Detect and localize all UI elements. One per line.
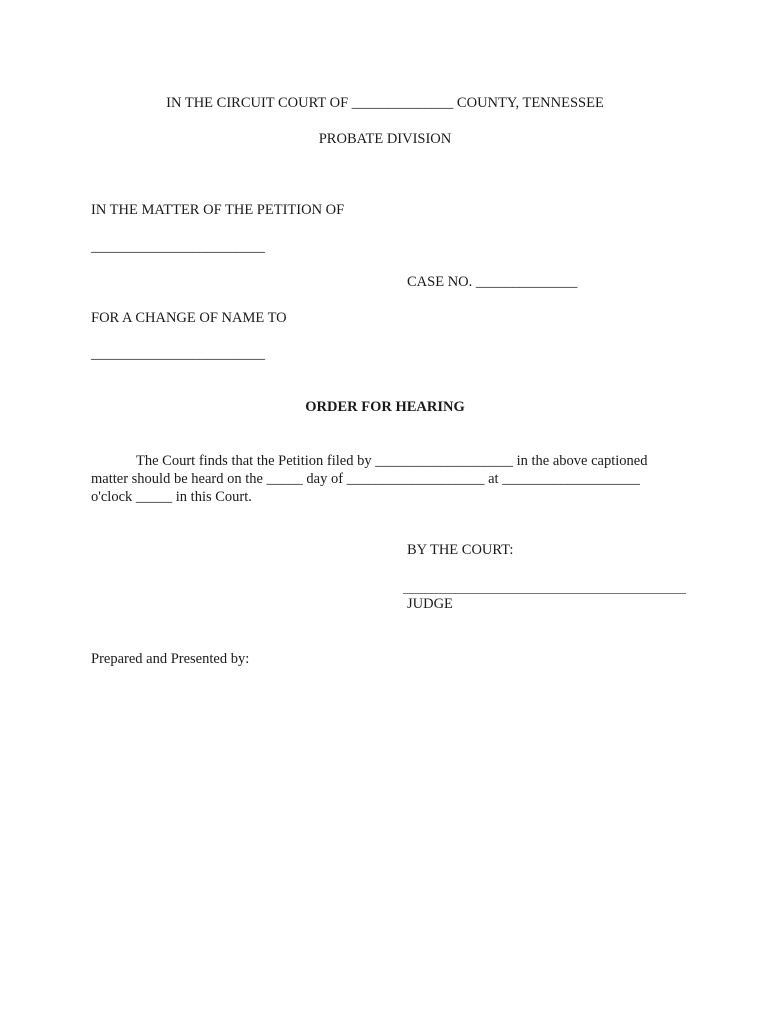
judge-label: JUDGE [407,596,453,612]
prepared-by-label: Prepared and Presented by: [91,651,250,667]
order-body-line: matter should be heard on the _____ day of ___________________ at ___________________ [91,471,640,487]
petitioner-name-blank: ________________________ [91,239,265,255]
new-name-blank: ________________________ [91,346,265,362]
court-heading: IN THE CIRCUIT COURT OF ______________ COUNTY, TENNESSEE [166,95,604,111]
judge-signature-line [403,593,686,594]
by-the-court-label: BY THE COURT: [407,542,514,558]
matter-label: IN THE MATTER OF THE PETITION OF [91,202,345,218]
division-heading: PROBATE DIVISION [318,131,452,147]
order-body-line: The Court finds that the Petition filed by ___________________ in the above captioned [136,453,648,469]
change-of-name-label: FOR A CHANGE OF NAME TO [91,310,287,326]
order-body-line: o'clock _____ in this Court. [91,489,252,505]
case-number: CASE NO. ______________ [407,274,578,290]
order-title: ORDER FOR HEARING [305,399,465,415]
